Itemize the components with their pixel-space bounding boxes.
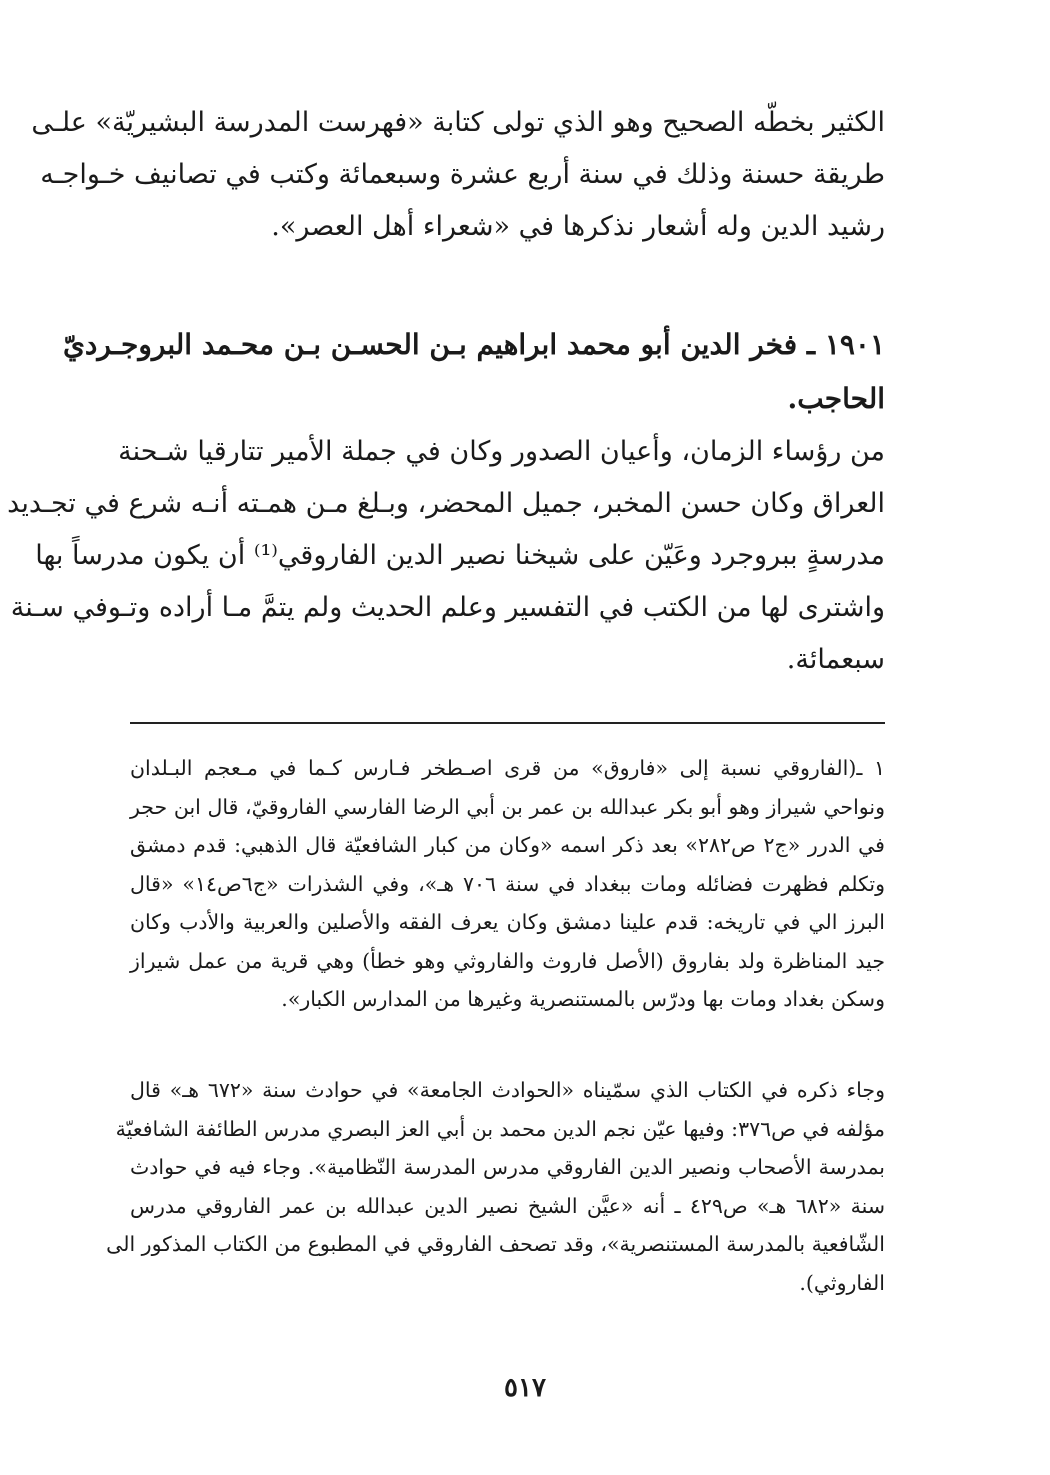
text-line: مدرسةٍ ببروجرد وعَيّن على شيخنا نصير الدين الفاروقي⁽¹⁾ أن يكون مدرساً بها (35, 540, 885, 571)
entry-body (7, 426, 885, 686)
footnote-line: مؤلفه في ص٣٧٦: وفيها عيّن نجم الدين محمد بن أبي العز البصري مدرس الطائفة الشافعيّة (115, 1116, 885, 1141)
footnote-line: وتكلم فظهرت فضائله ومات ببغداد في سنة ٧٠٦ هـ»، وفي الشذرات «ج٦ص١٤» «قال (130, 871, 885, 896)
footnote-line: سنة «٦٨٢ هـ» ص٤٢٩ ـ أنه «عيَّن الشيخ نصير الدين عبدالله بن عمر الفاروقي مدرس (130, 1193, 885, 1218)
footnote-line: بمدرسة الأصحاب ونصير الدين الفاروقي مدرس المدرسة النّظامية». وجاء فيه في حوادث (130, 1155, 885, 1179)
text-line: الكثير بخطّه الصحيح وهو الذي تولى كتابة «فهرست المدرسة البشيريّة» علـى (31, 107, 885, 138)
footnote-line: في الدرر «ج٢ ص٢٨٢» بعد ذكر اسمه «وكان من كبار الشافعيّة قال الذهبي: قدم دمشق (130, 833, 885, 857)
text-line: رشيد الدين وله أشعار نذكرها في «شعراء أهل العصر». (271, 211, 885, 242)
text-line: طريقة حسنة وذلك في سنة أربع عشرة وسبعمائة وكتب في تصانيف خـواجـه (40, 159, 885, 190)
footnote-line: ١ ـ(الفاروقي نسبة إلى «فاروق» من قرى اصـطخر فـارس كـما في مـعجم البـلدان (130, 756, 885, 780)
footnote-line: الفاروثي). (799, 1270, 885, 1295)
text-line: العراق وكان حسن المخبر، جميل المحضر، وبـلغ مـن همـته أنـه شرع في تجـديد (7, 488, 885, 519)
footnote-line: وسكن بغداد ومات بها ودرّس بالمستنصرية وغيرها من المدارس الكبار». (281, 987, 885, 1011)
top-paragraph (31, 97, 885, 253)
text-line: سبعمائة. (786, 644, 885, 675)
footnote-line: جيد المناظرة ولد بفاروق (الأصل فاروث والفاروثي وهو خطأ) وهي قرية من عمل شيراز (130, 948, 885, 973)
footnote-line: ونواحي شيراز وهو أبو بكر عبدالله بن عمر بن أبي الرضا الفارسي الفاروقيّ، قال ابن حجر (130, 794, 885, 819)
footnote-line: الشّافعية بالمدرسة المستنصرية»، وقد تصحف الفاروقي في المطبوع من الكتاب المذكور الى (106, 1232, 885, 1256)
page-number: ٥١٧ (504, 1373, 546, 1403)
footnote-paragraph-2 (106, 1071, 885, 1302)
footnote-separator (130, 722, 885, 724)
text-line: واشترى لها من الكتب في التفسير وعلم الحديث ولم يتمَّ مـا أراده وتـوفي سـنة (10, 592, 885, 623)
footnote-line: وجاء ذكره في الكتاب الذي سمّيناه «الحوادث الجامعة» في حوادث سنة «٦٧٢ هـ» قال (130, 1078, 885, 1102)
footnote-line: البرز الي في تاريخه: قدم علينا دمشق وكان يعرف الفقه والأصلين والعربية والأدب وكان (130, 910, 885, 934)
entry-heading (63, 318, 885, 426)
text-line: من رؤساء الزمان، وأعيان الصدور وكان في جملة الأمير تتارقيا شـحنة (118, 436, 885, 467)
heading-line: ١٩٠١ ـ فخر الدين أبو محمد ابراهيم بـن الحسـن بـن محـمد البروجـرديّ (63, 328, 885, 361)
heading-line: الحاجب. (787, 382, 885, 415)
footnote-paragraph-1 (130, 749, 885, 1019)
